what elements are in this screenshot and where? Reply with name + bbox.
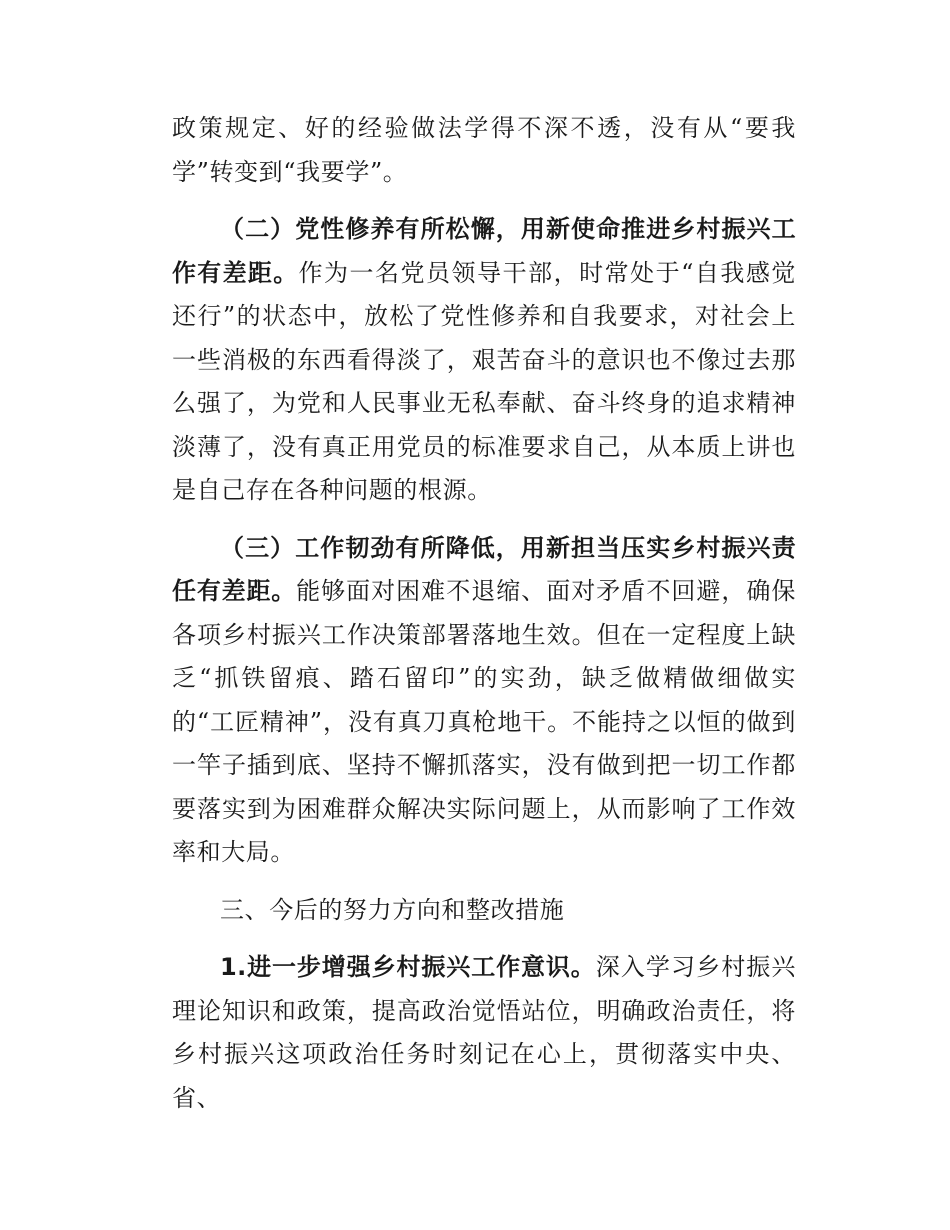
- paragraph-heading: （二）党性修养有所松懈，用新使命推进乡村振兴工作有差距。: [172, 215, 796, 287]
- paragraph-continuation: [172, 107, 796, 194]
- paragraph-party-spirit: [172, 208, 796, 513]
- paragraph-work-tenacity: [172, 527, 796, 875]
- paragraph-text: 政策规定、好的经验做法学得不深不透，没有从“要我学”转变到“我要学”。: [172, 114, 796, 186]
- document-body: [172, 107, 796, 1120]
- section-title: 三、今后的努力方向和整改措施: [220, 895, 565, 924]
- paragraph-text: 能够面对困难不退缩、面对矛盾不回避，确保各项乡村振兴工作决策部署落地生效。但在一定程度上缺乏“抓铁留痕、踏石留印”的实劲，缺乏做精做细做实的“工匠精神”，没有真刀真枪地干。不能持之以恒的做到一竿子插到底、坚持不懈抓落实，没有做到把一切工作都要落实到为困难群众解决实际问题上，从而影响了工作效率和大局。: [172, 577, 797, 866]
- paragraph-text: 深入学习乡村振兴理论知识和政策，提高政治觉悟站位，明确政治责任，将乡村振兴这项政治任务时刻记在心上，贯彻落实中央、省、: [172, 953, 796, 1112]
- paragraph-measure-1: [172, 946, 796, 1120]
- paragraph-heading: （三）工作韧劲有所降低，用新担当压实乡村振兴责任有差距。: [172, 533, 796, 605]
- section-heading: [172, 889, 796, 933]
- paragraph-text: 作为一名党员领导干部，时常处于“自我感觉还行”的状态中，放松了党性修养和自我要求，对社会上一些消极的东西看得淡了，艰苦奋斗的意识也不像过去那么强了，为党和人民事业无私奉献、奋斗终身的追求精神淡薄了，没有真正用党员的标准要求自己，从本质上讲也是自己存在各种问题的根源。: [172, 258, 796, 504]
- paragraph-heading: 1.进一步增强乡村振兴工作意识。: [220, 953, 596, 981]
